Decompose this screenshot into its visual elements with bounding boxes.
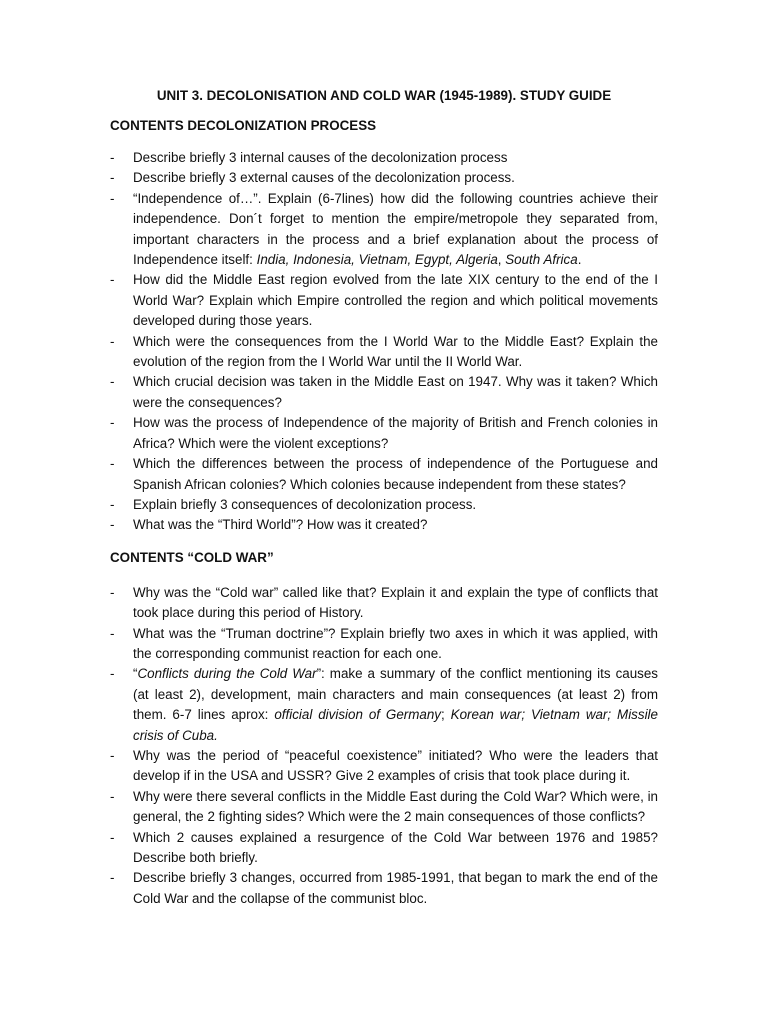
bullet-dash: - (110, 870, 115, 886)
question-text: Why were there several conflicts in the Middle East during the Cold War? Which were, in general, the 2 fighting sides? Which were the 2 main consequences of those conflicts? (133, 788, 658, 825)
question-text: Explain briefly 3 consequences of decolonization process. (133, 496, 477, 512)
question-text: ”: make a summary of the conflict mentioning its causes (at least 2), development, main characters and main consequences (at least 2) from them. 6-7 lines aprox: (133, 666, 658, 723)
question-text-italic: India, Indonesia, Vietnam, Egypt, Algeria (256, 252, 498, 268)
question-text: Why was the “Cold war” called like that? Explain it and explain the type of conflicts that took place during this period of History. (133, 584, 658, 621)
question-text: Which 2 causes explained a resurgence of the Cold War between 1976 and 1985? Describe both briefly. (133, 829, 658, 865)
bullet-dash: - (110, 374, 115, 390)
question-list (110, 583, 658, 910)
question-item (110, 168, 658, 188)
question-text-italic: official division of Germany (274, 707, 441, 723)
question-item (110, 746, 658, 787)
question-text: What was the “Third World”? How was it created? (133, 517, 428, 533)
question-item (110, 413, 658, 454)
bullet-dash: - (110, 415, 115, 431)
question-text: Why was the period of “peaceful coexistence” initiated? Who were the leaders that develop if in the USA and USSR? Give 2 examples of crisis that took place during it. (133, 747, 658, 784)
question-text-italic: Conflicts during the Cold War (137, 666, 317, 682)
document-title: UNIT 3. DECOLONISATION AND COLD WAR (1945-1989). STUDY GUIDE (156, 88, 612, 103)
question-text: “Independence of…”. Explain (6-7lines) how did the following countries achieve their independence. Don´t forget to mention the empire/metropole they separated from, important characters in the process and a brief explanation about the process of Independence itself: (133, 190, 658, 268)
question-text: How did the Middle East region evolved from the late XIX century to the end of the I World War? Explain which Empire controlled the region and which political movements developed during those years. (133, 272, 658, 329)
question-item (110, 515, 658, 535)
question-text: “ (133, 666, 138, 682)
bullet-dash: - (110, 625, 115, 641)
bullet-dash: - (110, 584, 115, 600)
bullet-dash: - (110, 496, 115, 512)
bullet-dash: - (110, 333, 115, 349)
question-item (110, 454, 658, 495)
document-body (110, 116, 658, 909)
bullet-dash: - (110, 829, 115, 845)
bullet-dash: - (110, 150, 115, 165)
question-text: Describe briefly 3 external causes of the decolonization process. (133, 170, 515, 186)
question-item (110, 495, 658, 515)
question-text-italic: Korean war; Vietnam war; Missile crisis of Cuba. (133, 707, 658, 743)
question-text: Which crucial decision was taken in the Middle East on 1947. Why was it taken? Which were the consequences? (133, 374, 658, 410)
question-item (110, 189, 658, 271)
question-text-italic: South Africa (505, 252, 578, 268)
question-item (110, 332, 658, 373)
question-item (110, 868, 658, 909)
question-item (110, 148, 658, 168)
question-text: , (497, 252, 506, 268)
question-text: Which the differences between the process of independence of the Portuguese and Spanish African colonies? Which colonies because independent from these states? (133, 456, 658, 492)
question-item (110, 583, 658, 624)
question-item (110, 624, 658, 665)
bullet-dash: - (110, 747, 115, 763)
question-text: What was the “Truman doctrine”? Explain briefly two axes in which it was applied, with the corresponding communist reaction for each one. (133, 625, 658, 661)
bullet-dash: - (110, 517, 115, 533)
question-list (110, 148, 658, 536)
question-text: ; (441, 707, 451, 723)
section-heading: CONTENTS DECOLONIZATION PROCESS (110, 118, 377, 133)
question-text: . (577, 252, 582, 268)
section-heading: CONTENTS “COLD WAR” (110, 549, 274, 565)
bullet-dash: - (110, 190, 115, 206)
question-item (110, 787, 658, 828)
question-item (110, 828, 658, 869)
bullet-dash: - (110, 456, 115, 472)
bullet-dash: - (110, 170, 115, 186)
question-text: Describe briefly 3 internal causes of the decolonization process (133, 150, 508, 165)
question-item (110, 664, 658, 746)
bullet-dash: - (110, 788, 115, 804)
question-text: Describe briefly 3 changes, occurred from 1985-1991, that began to mark the end of the Cold War and the collapse of the communist bloc. (133, 870, 658, 906)
question-text: Which were the consequences from the I World War to the Middle East? Explain the evolution of the region from the I World War until the II World War. (133, 333, 658, 370)
question-item (110, 270, 658, 331)
question-text: How was the process of Independence of the majority of British and French colonies in Africa? Which were the violent exceptions? (133, 415, 658, 451)
bullet-dash: - (110, 272, 115, 288)
bullet-dash: - (110, 666, 115, 682)
question-item (110, 372, 658, 413)
